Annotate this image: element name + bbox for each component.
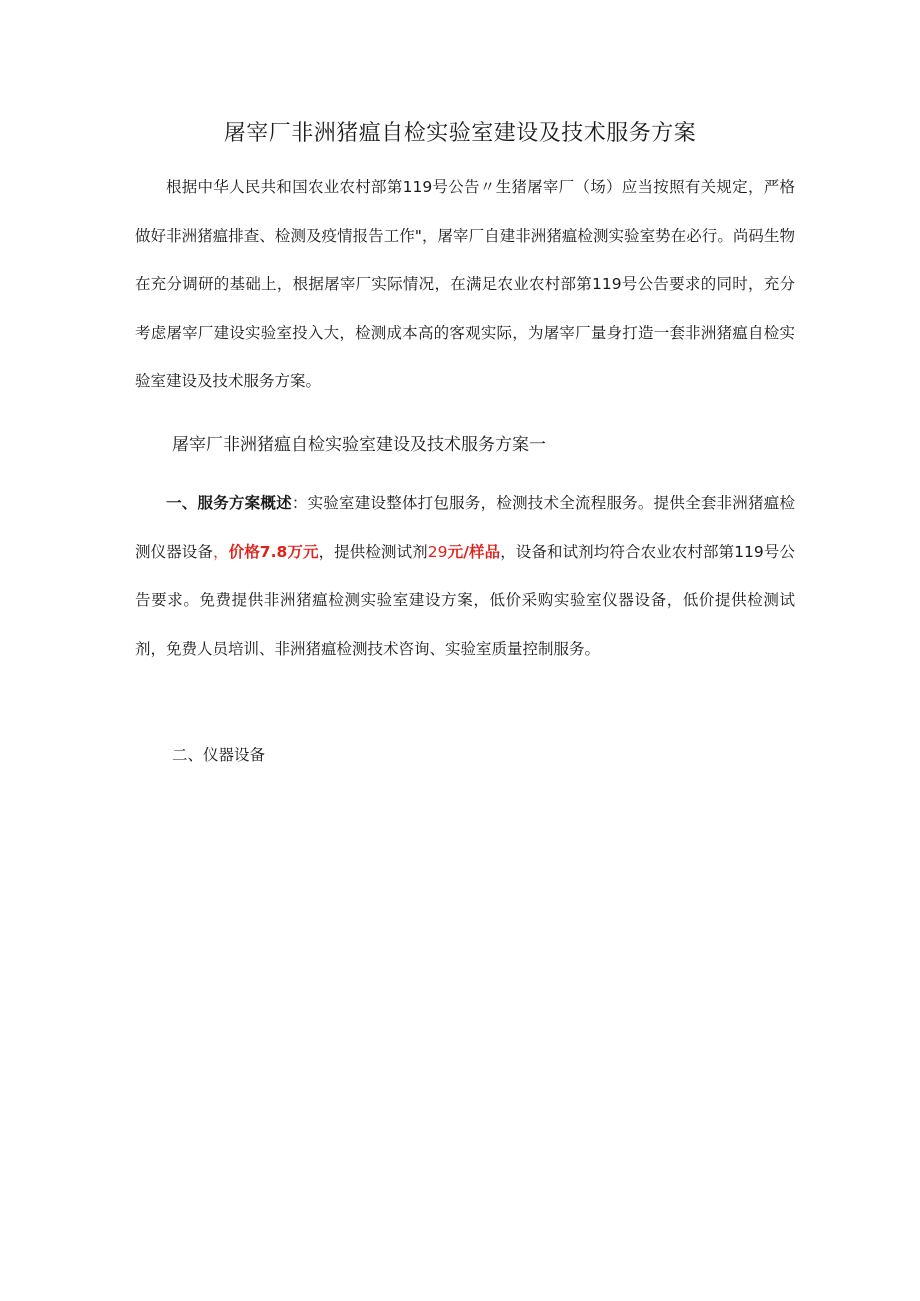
overview-sep-a: ，: [213, 542, 229, 561]
reagent-price-unit: 元/样品: [447, 542, 501, 561]
intro-paragraph: 根据中华人民共和国农业农村部第119号公告〃生猪屠宰厂（场）应当按照有关规定，严格做好非洲猪瘟排查、检测及疫情报告工作"，屠宰厂自建非洲猪瘟检测实验室势在必行。尚码生物在充分调研的基础上，根据屠宰厂实际情况，在满足农业农村部第119号公告要求的同时，充分考虑屠宰厂建设实验室投入大，检测成本高的客观实际，为屠宰厂量身打造一套非洲猪瘟自检实验室建设及技术服务方案。: [135, 178, 795, 390]
section-two-heading: 二、仪器设备: [172, 746, 266, 764]
overview-text-b: ，提供检测试剂: [318, 542, 428, 561]
device-price: 价格7.8万元: [228, 542, 319, 561]
document-title: 屠宰厂非洲猪瘟自检实验室建设及技术服务方案: [223, 121, 697, 146]
reagent-price-number: 29: [427, 542, 448, 561]
overview-text-a: 实验室建设整体打包服务，检测技术全流程服务。提供全套非洲猪瘟检测仪器设备: [135, 494, 795, 561]
overview-text-c: ，设备和试剂均符合农业农村部第119号公告要求。免费提供非洲猪瘟检测实验室建设方案，低价采购实验室仪器设备，低价提供检测试剂，免费人员培训、非洲猪瘟检测技术咨询、实验室质量控制服务。: [135, 542, 795, 658]
plan-one-heading: 屠宰厂非洲猪瘟自检实验室建设及技术服务方案一: [172, 435, 546, 455]
overview-paragraph: [135, 479, 795, 673]
overview-colon: ：: [291, 494, 308, 512]
overview-heading: 一、服务方案概述: [166, 494, 292, 512]
